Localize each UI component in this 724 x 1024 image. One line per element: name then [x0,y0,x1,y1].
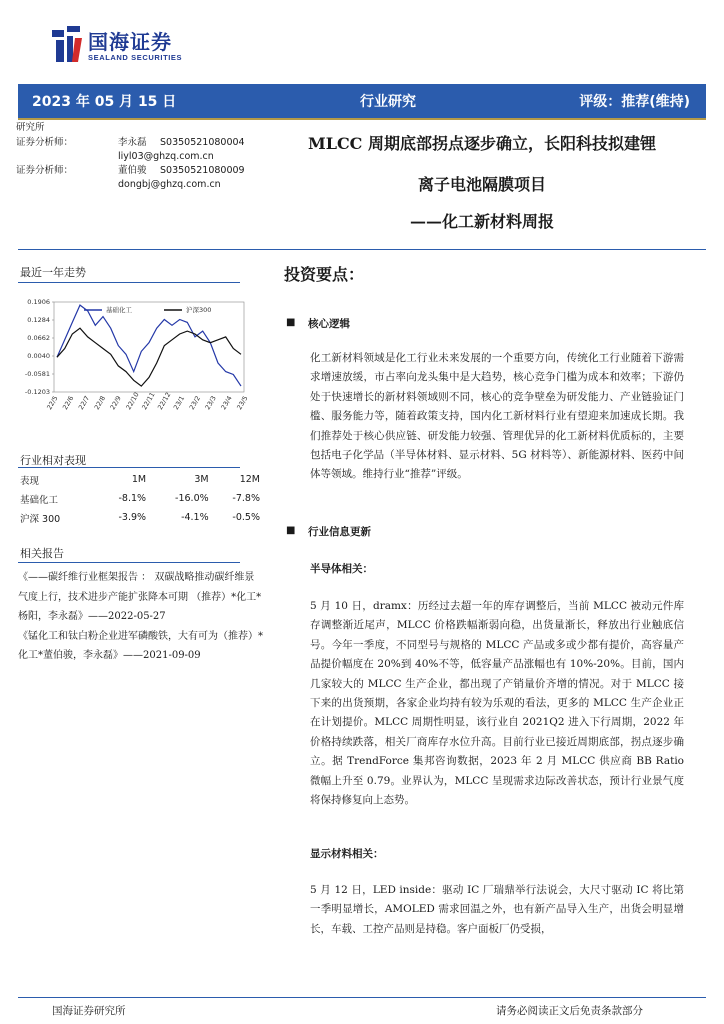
legend-label: 基础化工 [106,306,132,314]
table-cell: -4.1% [181,512,209,523]
trend-chart [18,292,248,422]
table-cell: -8.1% [118,493,147,504]
y-tick-label: 0.0040 [27,352,50,360]
analyst-role: 证券分析师： [16,137,74,148]
y-tick-label: 0.1284 [27,316,50,324]
x-tick-label: 22/7 [76,394,92,412]
analyst-name: 董伯骏 [118,165,147,176]
logo-icon [52,24,82,64]
related-report-item[interactable]: 《锰化工和钛白粉企业进军磷酸铁，大有可为（推荐）*化工*董伯骏，李永磊》——2021-09-09 [18,630,263,661]
logo-name-en: SEALAND SECURITIES [88,53,183,62]
analyst-role: 证券分析师： [16,165,74,176]
y-tick-label: -0.1203 [24,388,50,396]
table-cell: -16.0% [175,493,209,504]
x-tick-label: 23/5 [235,394,250,412]
report-title-line2: 离子电池隔膜项目 [417,175,546,194]
header-divider [18,249,706,250]
display-paragraph [310,881,684,939]
table-header-cell: 1M [131,474,147,485]
table-header-cell: 12M [239,474,260,485]
x-tick-label: 22/6 [61,394,76,412]
x-tick-label: 23/2 [187,394,203,412]
table-header-cell: 3M [194,474,209,485]
footer-right: 请务必阅读正文后免责条款部分 [496,1005,643,1017]
table-cell: 基础化工 [20,494,59,506]
analyst-id: S0350521080004 [160,137,245,148]
report-date: 2023 年 05 月 15 日 [32,94,177,110]
related-report-item[interactable]: 《——碳纤维行业框架报告 ： 双碳战略推动碳纤维景气度上行，技术进步产能扩张降本可期 （推荐）*化工*杨阳，李永磊》——2022-05-27 [18,572,262,622]
footer-left: 国海证券研究所 [52,1005,126,1017]
semiconductor-paragraph [310,597,684,810]
analyst-name: 李永磊 [118,137,147,148]
table-row [20,489,260,508]
paragraph-text: 5 月 12 日，LED inside：驱动 IC 厂瑞鼎举行法说会，大尺寸驱动 IC 将比第一季明显增长，AMOLED 需求回温之外，也有新产品导入生产，出货会明显增长，车载、工控产品则是持稳。客户面板厂仍受损， [310,884,684,935]
paragraph-text: 5 月 10 日，dramx：历经过去超一年的库存调整后，当前 MLCC 被动元件库存调整渐近尾声，MLCC 价格跌幅渐弱向稳，出货量渐长，释放出行业触底信号。今年一季度，不同型号与规格的 MLCC 产品或多或少都有提价，高容量产品提价幅度在 20%到 40%不等，低容量产品涨幅也有 10%-20%。目前，国内几家较大的 MLCC 生产企业，都出现了产销量价齐增的情况。对于 MLCC 接下来的出货预期，各家企业均持有较为乐观的看法，更多的 MLCC 生产企业正在计划提价。MLCC 周期性明显，该行业自 2021Q2 进入下行周期，2022 年价格持续跌落，相关厂商库存水位升高。目前行业已接近周期底部，拐点逐步确立。据 TrendForce 集邦咨询数据，2023 年 2 月 MLCC 供应商 BB Ratio 微幅上升至 0.79。业界认为，MLCC 呈现需求边际改善状态，预计行业景气度将保持修复向上态势。 [310,600,684,807]
section-title: 核心逻辑 [308,318,350,330]
institute-label: 研究所 [16,122,45,133]
series-line-hs300 [57,328,241,386]
report-category: 行业研究 [360,94,416,110]
footer-divider [18,997,706,998]
invest-heading: 投资要点： [284,265,365,284]
x-tick-label: 23/1 [171,394,187,412]
table-header-row [20,470,260,489]
core-logic-paragraph [310,349,684,485]
x-tick-label: 22/9 [108,394,123,412]
performance-heading: 行业相对表现 [20,454,86,467]
legend-label: 沪深300 [186,306,212,314]
subsection-title: 半导体相关： [310,563,373,575]
logo-name-cn: 国海证券 [88,30,172,54]
table-header-cell: 表现 [20,475,40,487]
section-divider [18,562,240,563]
x-tick-label: 22/10 [124,390,141,412]
table-cell: -0.5% [232,512,260,523]
x-tick-label: 23/4 [219,394,234,412]
chart-frame [54,302,244,392]
analyst-email[interactable]: dongbj@ghzq.com.cn [118,179,221,190]
related-heading: 相关报告 [20,547,64,560]
table-row [20,508,260,527]
table-cell: -3.9% [118,512,147,523]
y-tick-label: 0.1906 [27,298,50,306]
section-divider [18,282,240,283]
x-tick-label: 22/11 [140,390,157,412]
section-title: 行业信息更新 [308,526,371,538]
y-tick-label: 0.0662 [27,334,50,342]
section-divider [18,467,240,468]
trend-heading: 最近一年走势 [20,266,86,279]
square-bullet-icon: ■ [286,525,296,536]
analyst-email[interactable]: liyl03@ghzq.com.cn [118,151,214,162]
x-tick-label: 23/3 [203,394,218,412]
table-cell: 沪深 300 [20,513,61,525]
paragraph-text: 化工新材料领域是化工行业未来发展的一个重要方向，传统化工行业随着下游需求增速放缓，市占率向龙头集中是大趋势，核心竞争门槛为成本和效率；下游仍处于快速增长的新材料领域则不同，核心的竞争壁垒为研发能力、产业链验证门槛、服务能力等，随着政策支持，国内化工新材料行业有望迎来加速成长期。我们推荐处于核心供应链、研发能力较强、管理优异的化工新材料优质标的，主要包括电子化学品（半导体材料、显示材料、5G 材料等）、新能源材料、医药中间体等领域。维持行业“推荐”评级。 [310,352,684,481]
y-tick-label: -0.0581 [24,370,50,378]
header-bar [18,84,706,120]
x-tick-label: 22/5 [45,394,60,412]
x-tick-label: 22/8 [92,394,108,412]
related-report-list [18,568,264,666]
performance-table [20,470,260,527]
x-tick-label: 22/12 [156,390,173,412]
table-cell: -7.8% [232,493,260,504]
series-line-chemical [57,305,241,386]
analyst-id: S0350521080009 [160,165,245,176]
subsection-title: 显示材料相关： [310,848,384,860]
report-title-line1: MLCC 周期底部拐点逐步确立，长阳科技拟建锂 [307,134,656,153]
report-rating: 评级：推荐(维持) [579,94,690,110]
square-bullet-icon: ■ [286,317,296,328]
report-subtitle: ——化工新材料周报 [409,212,554,231]
